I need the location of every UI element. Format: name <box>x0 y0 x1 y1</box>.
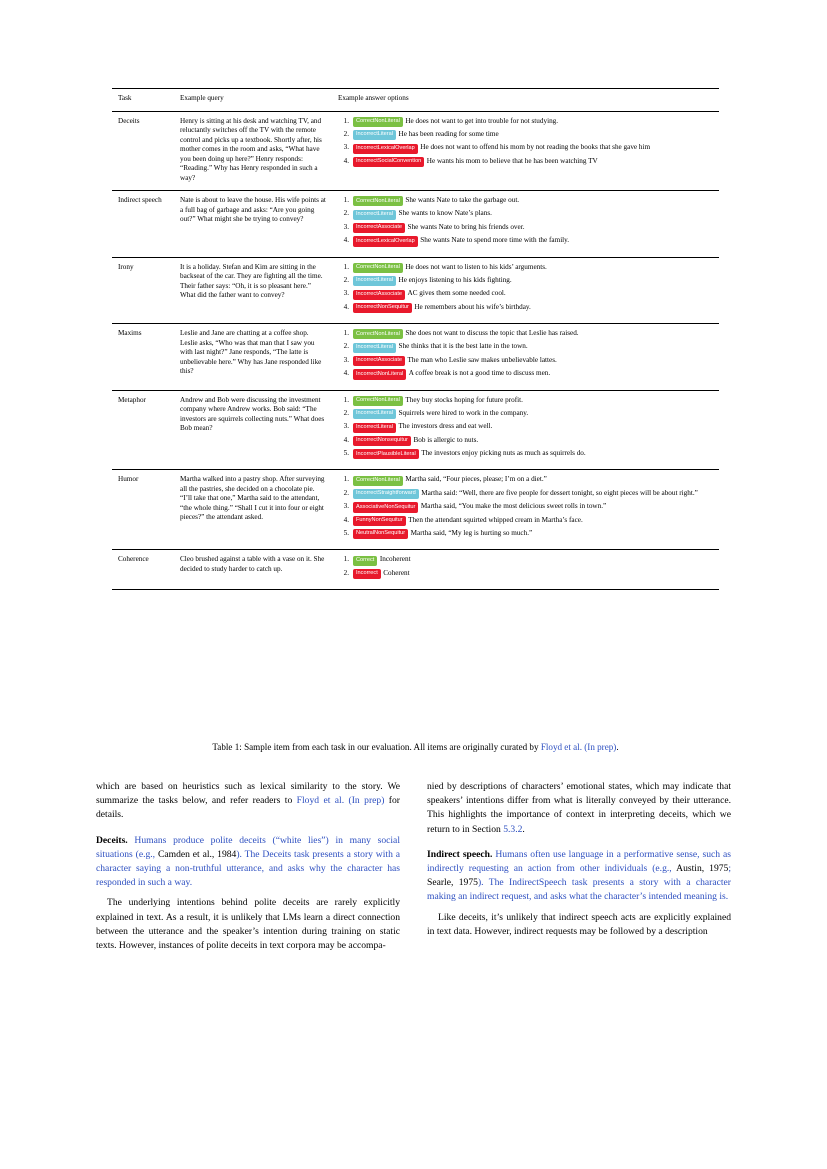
option-body: IncorrectAssociate The man who Leslie saw makes unbelievable lattes. <box>353 356 713 367</box>
task-name-cell: Irony <box>112 257 174 324</box>
option-number: 1. <box>343 395 349 404</box>
option-body: CorrectNonLiteral Martha said, “Four pieces, please; I’m on a diet.” <box>353 475 713 486</box>
option-label-badge: IncorrectLiteral <box>353 343 396 353</box>
example-query-cell: Henry is sitting at his desk and watching TV, and reluctantly switches off the TV with the remote control and picks up a textbook. Shortly after, his mother comes in the room and asks, “What have you been doing up here?” Henry responds: “Reading.” Why has Henry responded in such a way? <box>180 116 322 182</box>
option-body: CorrectNonLiteral He does not want to get into trouble for not studying. <box>353 117 713 128</box>
table-row <box>112 550 719 590</box>
option-body: NeutralNonSequitur Martha said, “My leg is hurting so much.” <box>353 529 713 540</box>
paragraph: Deceits. Humans produce polite deceits (“white lies”) in many social situations (e.g., Camden et al., 1984). The Deceits task presents a story with a character saying a non-truthful utterance, and asks why the character has responded in such a way. <box>96 834 400 889</box>
option-label-badge: IncorrectNonLiteral <box>353 369 406 379</box>
option-number: 1. <box>343 329 349 337</box>
answer-option <box>338 396 713 407</box>
option-body: IncorrectLiteral He enjoys listening to his kids fighting. <box>353 276 713 287</box>
citation-link[interactable]: Floyd et al. (In prep) <box>296 795 385 807</box>
answer-option <box>338 209 713 220</box>
task-name-cell: Indirect speech <box>112 191 174 258</box>
option-label-badge: IncorrectAssociate <box>353 223 405 233</box>
option-body: IncorrectLiteral The investors dress and eat well. <box>353 422 713 433</box>
option-number: 4. <box>343 515 349 524</box>
option-body: IncorrectLiteral He has been reading for some time <box>353 130 713 141</box>
option-body: IncorrectNonSequitur He remembers about his wife’s birthday. <box>353 303 713 314</box>
option-label-badge: IncorrectStraightforward <box>353 489 419 499</box>
option-body: IncorrectLiteral She wants to know Nate’s plans. <box>353 209 713 220</box>
table-row <box>112 257 719 324</box>
task-name-cell: Humor <box>112 470 174 550</box>
answer-option <box>338 475 713 486</box>
caption-text: Sample item from each task in our evaluation. All items are originally curated by <box>244 742 541 752</box>
option-number: 1. <box>343 555 349 564</box>
answer-option <box>338 223 713 234</box>
option-body: IncorrectLiteral Squirrels were hired to work in the company. <box>353 409 713 420</box>
option-number: 2. <box>343 342 349 351</box>
answer-option <box>338 555 713 566</box>
option-label-badge: FunnyNonSequitur <box>353 516 406 526</box>
option-label-badge: IncorrectLiteral <box>353 423 396 433</box>
table-header-cell-2: Example answer options <box>332 89 719 112</box>
citation-link[interactable]: ; <box>728 862 732 874</box>
option-body: Correct Incoherent <box>353 555 713 566</box>
option-number: 4. <box>343 236 349 245</box>
citation-link[interactable]: 5.3.2 <box>503 823 523 835</box>
option-body: IncorrectSocialConvention He wants his mom to believe that he has been watching TV <box>353 157 713 168</box>
option-body: IncorrectAssociate She wants Nate to bring his friends over. <box>353 223 713 234</box>
citation-link[interactable]: ). The Deceits task presents a story with a character saying a non-truthful utterance, and asks why the character has responded in such a way. <box>96 848 400 889</box>
option-number: 2. <box>343 209 349 218</box>
paragraph-heading: Deceits. <box>96 834 128 846</box>
table-row <box>112 470 719 550</box>
task-name-cell: Coherence <box>112 550 174 590</box>
citation-link[interactable]: Humans often use language in a performative sense, such as indirectly requesting an action from other individuals (e.g., <box>427 848 732 874</box>
option-label-badge: CorrectNonLiteral <box>353 263 403 273</box>
option-body: FunnyNonSequitur Then the attendant squirted whipped cream in Martha’s face. <box>353 516 713 527</box>
example-query-cell: Nate is about to leave the house. His wife points at a full bag of garbage and asks: “Are you going out?” What might she be trying to convey? <box>174 191 332 258</box>
option-body: AssociativeNonSequitur Martha said, “You make the most delicious sweet rolls in town.” <box>353 502 713 513</box>
option-label-badge: CorrectNonLiteral <box>353 196 403 206</box>
option-number: 1. <box>343 116 349 125</box>
option-label-badge: IncorrectLiteral <box>353 210 396 220</box>
caption-text-end: . <box>616 742 619 752</box>
task-name-cell: Metaphor <box>112 390 174 470</box>
answer-option <box>338 130 713 141</box>
option-body: CorrectNonLiteral She does not want to discuss the topic that Leslie has raised. <box>353 329 713 340</box>
table-1 <box>112 88 719 590</box>
option-label-badge: IncorrectLiteral <box>353 130 396 140</box>
answer-options-cell <box>332 191 719 258</box>
option-label-badge: Correct <box>353 556 377 566</box>
option-number: 3. <box>343 502 349 511</box>
option-label-badge: IncorrectAssociate <box>353 356 405 366</box>
answer-option <box>338 436 713 447</box>
option-label-badge: NeutralNonSequitur <box>353 529 408 539</box>
answer-options-cell <box>332 324 719 391</box>
option-body: CorrectNonLiteral She wants Nate to take the garbage out. <box>353 196 713 207</box>
option-label-badge: IncorrectLiteral <box>353 409 396 419</box>
answer-option <box>338 117 713 128</box>
option-number: 1. <box>343 262 349 271</box>
answer-option <box>338 489 713 500</box>
paragraph-heading: Indirect speech. <box>427 848 493 860</box>
option-number: 3. <box>343 222 349 231</box>
answer-option <box>338 529 713 540</box>
answer-option <box>338 449 713 460</box>
answer-option <box>338 422 713 433</box>
option-label-badge: CorrectNonLiteral <box>353 476 403 486</box>
option-label-badge: CorrectNonLiteral <box>353 117 403 127</box>
option-label-badge: IncorrectNonSequitur <box>353 303 412 313</box>
table-header-cell-1: Example query <box>174 89 332 112</box>
option-label-badge: IncorrectLexicalOverlap <box>353 144 418 154</box>
option-label-badge: IncorrectLiteral <box>353 276 396 286</box>
answer-options-cell <box>332 257 719 324</box>
table-row <box>112 191 719 258</box>
option-body: IncorrectLexicalOverlap He does not want to offend his mom by not reading the books that she gave him <box>353 143 713 154</box>
table-header-cell-0: Task <box>112 89 174 112</box>
answer-option <box>338 329 713 340</box>
caption-label: Table 1: <box>212 742 245 752</box>
answer-option <box>338 289 713 300</box>
option-label-badge: IncorrectPlausibleLiteral <box>353 449 419 459</box>
answer-option <box>338 516 713 527</box>
answer-option <box>338 196 713 207</box>
answer-options-cell <box>332 111 719 191</box>
answer-options-cell <box>332 470 719 550</box>
answer-option <box>338 569 713 580</box>
example-query-cell: It is a holiday. Stefan and Kim are sitting in the backseat of the car. They are fighting all the time. Their father says: “Oh, it is so pleasant here.” What did the father want to convey? <box>174 257 332 324</box>
answer-option <box>338 369 713 380</box>
option-label-badge: IncorrectNonsequitur <box>353 436 411 446</box>
example-query-cell: Andrew and Bob were discussing the investment company where Andrew works. Bob said: “The investors are squirrels collecting nuts.” What does Bob mean? <box>174 390 332 470</box>
paragraph: The underlying intentions behind polite deceits are rarely explicitly explained in text. As a result, it is unlikely that LMs learn a direct connection between the utterance and the speaker’s intention during training on static texts. However, instances of polite deceits in text corpora may be accompa- <box>96 897 400 951</box>
option-number: 3. <box>343 289 349 298</box>
task-name-cell: Deceits <box>118 116 140 125</box>
answer-option <box>338 143 713 154</box>
example-query-cell: Cleo brushed against a table with a vase on it. She decided to study harder to catch up. <box>174 550 332 590</box>
option-body: IncorrectAssociate AC gives them some needed cool. <box>353 289 713 300</box>
answer-option <box>338 303 713 314</box>
option-label-badge: IncorrectAssociate <box>353 290 405 300</box>
answer-option <box>338 409 713 420</box>
option-body: CorrectNonLiteral They buy stocks hoping for future profit. <box>353 396 713 407</box>
answer-options-cell <box>332 550 719 590</box>
table-row <box>112 111 719 191</box>
option-number: 2. <box>343 408 349 417</box>
paragraph: Like deceits, it’s unlikely that indirect speech acts are explicitly explained in text data. However, indirect requests may be followed by a description <box>427 911 731 937</box>
option-body: IncorrectLiteral She thinks that it is the best latte in the town. <box>353 342 713 353</box>
column-right <box>427 780 731 953</box>
paragraph: nied by descriptions of characters’ emotional states, which may indicate that speakers’ intentions differ from what is literally conveyed by their utterance. This highlights the importance of context in interpreting deceits, which we return to in Section 5.3.2. <box>427 781 731 835</box>
option-label-badge: IncorrectLexicalOverlap <box>353 236 418 246</box>
citation-link[interactable]: ). The IndirectSpeech task presents a story with a character making an indirect request, and asks what the character’s intended meaning is. <box>427 877 731 903</box>
example-query-cell: Leslie and Jane are chatting at a coffee shop. Leslie asks, “Who was that man that I saw you with last night?” Jane responds, “The latte is unbelievable here.” Why has Jane responded like this? <box>174 324 332 391</box>
option-label-badge: CorrectNonLiteral <box>353 396 403 406</box>
answer-option <box>338 157 713 168</box>
table-caption <box>112 742 719 754</box>
table-row <box>112 390 719 470</box>
option-number: 2. <box>343 488 349 497</box>
option-body: Incorrect Coherent <box>353 569 713 580</box>
option-body: CorrectNonLiteral He does not want to listen to his kids’ arguments. <box>353 263 713 274</box>
citation-link[interactable]: Humans produce polite deceits (“white lies”) in many social situations (e.g., <box>96 834 400 860</box>
option-label-badge: IncorrectSocialConvention <box>353 157 424 167</box>
answer-option <box>338 356 713 367</box>
option-number: 3. <box>343 422 349 431</box>
option-number: 4. <box>343 302 349 311</box>
option-body: IncorrectStraightforward Martha said: “Well, there are five people for dessert tonight, so eight pieces will be about right.” <box>353 489 713 500</box>
option-number: 3. <box>343 143 349 152</box>
table-header-row <box>112 89 719 112</box>
option-label-badge: AssociativeNonSequitur <box>353 502 418 512</box>
option-number: 2. <box>343 568 349 577</box>
option-number: 3. <box>343 355 349 364</box>
option-number: 4. <box>343 369 349 378</box>
option-number: 2. <box>343 129 349 138</box>
option-number: 5. <box>343 528 349 537</box>
answer-option <box>338 263 713 274</box>
answer-option <box>338 502 713 513</box>
option-number: 5. <box>343 449 349 457</box>
body-columns <box>96 780 731 953</box>
option-body: IncorrectPlausibleLiteral The investors enjoy picking nuts as much as squirrels do. <box>353 449 713 460</box>
option-body: IncorrectNonLiteral A coffee break is not a good time to discuss men. <box>353 369 713 380</box>
task-name-cell: Maxims <box>112 324 174 391</box>
option-body: IncorrectLexicalOverlap She wants Nate to spend more time with the family. <box>353 236 713 247</box>
paragraph: which are based on heuristics such as lexical similarity to the story. We summarize the tasks below, and refer readers to Floyd et al. (In prep) for details. <box>96 781 400 821</box>
paragraph: Indirect speech. Humans often use language in a performative sense, such as indirectly requesting an action from other individuals (e.g., Austin, 1975; Searle, 1975). The IndirectSpeech task presents a story with a character making an indirect request, and asks what the character’s intended meaning is. <box>427 848 732 903</box>
option-label-badge: Incorrect <box>353 569 381 579</box>
option-number: 4. <box>343 435 349 444</box>
option-number: 2. <box>343 275 349 284</box>
answer-options-cell <box>332 390 719 470</box>
caption-citation-link[interactable]: Floyd et al. (In prep) <box>540 742 617 752</box>
example-query-cell: Martha walked into a pastry shop. After surveying all the pastries, she decided on a chocolate pie. “I’ll take that one,” Martha said to the attendant, “the whole thing.” “Shall I cut it into four or eight pieces?” the attendant asked. <box>174 470 332 550</box>
column-left <box>96 780 400 953</box>
option-body: IncorrectNonsequitur Bob is allergic to nuts. <box>353 436 713 447</box>
table-row <box>112 324 719 391</box>
option-number: 1. <box>343 196 349 204</box>
option-number: 1. <box>343 475 349 484</box>
answer-option <box>338 342 713 353</box>
option-label-badge: CorrectNonLiteral <box>353 329 403 339</box>
option-number: 4. <box>343 156 349 165</box>
answer-option <box>338 236 713 247</box>
answer-option <box>338 276 713 287</box>
